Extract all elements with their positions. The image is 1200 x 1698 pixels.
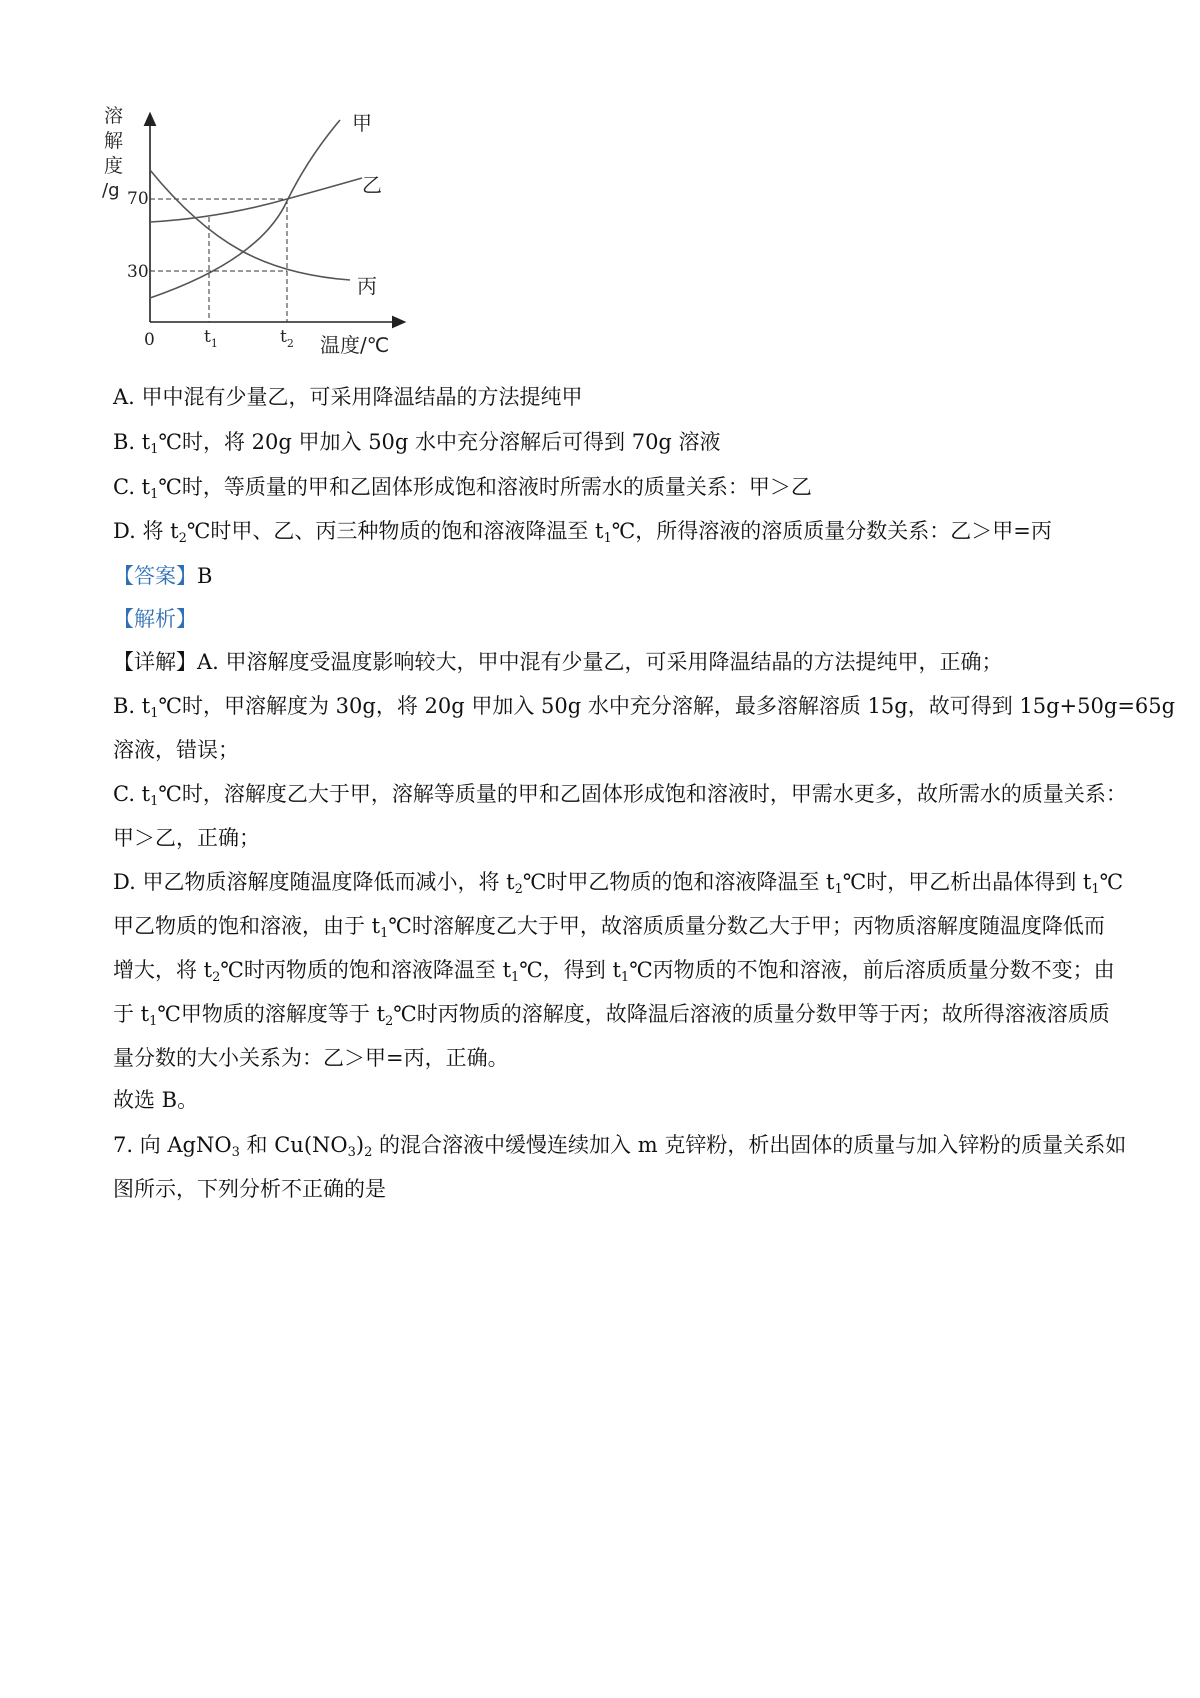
question7-line1: 7. 向 AgNO$_3$ 和 $Cu(NO_3)_2$ 的混合溶液中缓慢连续加入 m 克锌粉，析出固体的质量与加入锌粉的质量关系如: [113, 1133, 1127, 1160]
answer-line: [113, 562, 1103, 590]
x-tick-t1: $t_1$: [204, 327, 218, 350]
solubility-figure: [100, 100, 440, 400]
y-tick-70: 70: [127, 189, 149, 209]
detail-c-line2: 甲＞乙，正确；: [113, 826, 260, 850]
option-a: A. 甲中混有少量乙，可采用降温结晶的方法提纯甲: [113, 385, 583, 409]
y-tick-30: 30: [127, 262, 149, 282]
detail-a: 【详解】A. 甲溶解度受温度影响较大，甲中混有少量乙，可采用降温结晶的方法提纯甲，正确；: [113, 650, 1003, 674]
analysis-tag: 【解析】: [113, 607, 197, 631]
y-label-1: 溶: [104, 105, 124, 127]
option-c: C. $t_1℃$时，等质量的甲和乙固体形成饱和溶液时所需水的质量关系：甲＞乙: [113, 475, 812, 502]
label-yi: 乙: [362, 173, 382, 197]
curve-yi: [150, 178, 362, 222]
detail-d-line5: 量分数的大小关系为：乙＞甲=丙，正确。: [113, 1046, 509, 1070]
option-b: B. $t_1℃$时，将 20g 甲加入 50g 水中充分溶解后可得到 70g 溶液: [113, 430, 721, 457]
answer-value: B: [197, 564, 213, 588]
origin-label: 0: [144, 330, 155, 350]
y-label-3: 度: [104, 155, 124, 177]
detail-d-line1: D. 甲乙物质溶解度随温度降低而减小，将 $t_2℃$时甲乙物质的饱和溶液降温至 $t_1℃$时，甲乙析出晶体得到 $t_1℃$: [113, 870, 1124, 897]
answer-tag: 【答案】: [113, 564, 197, 588]
question7-line2: 图所示，下列分析不正确的是: [113, 1177, 386, 1201]
detail-b-line2: 溶液，错误；: [113, 738, 239, 762]
x-axis-label: 温度/℃: [320, 333, 390, 357]
solubility-graph: [100, 100, 440, 400]
detail-c-line1: C. $t_1℃$时，溶解度乙大于甲，溶解等质量的甲和乙固体形成饱和溶液时，甲需水更多，故所需水的质量关系：: [113, 782, 1127, 809]
y-label-2: 解: [104, 130, 124, 152]
detail-conclusion: 故选 B。: [113, 1088, 199, 1112]
detail-b-line1: B. $t_1℃$时，甲溶解度为 30g，将 20g 甲加入 50g 水中充分溶解，最多溶解溶质 15g，故可得到 15g+50g=65g: [113, 694, 1176, 721]
detail-d-line4: 于 $t_1℃$甲物质的溶解度等于 $t_2℃$时丙物质的溶解度，故降温后溶液的质量分数甲等于丙；故所得溶液溶质质: [113, 1002, 1110, 1029]
x-tick-t2: $t_2$: [280, 327, 294, 350]
detail-d-line2: 甲乙物质的饱和溶液，由于 $t_1℃$时溶解度乙大于甲，故溶质质量分数乙大于甲；丙物质溶解度随温度降低而: [113, 914, 1105, 941]
label-jia: 甲: [352, 111, 372, 135]
curve-bing: [150, 170, 350, 280]
y-label-4: /g: [102, 180, 120, 201]
label-bing: 丙: [357, 274, 377, 298]
option-d: D. 将 $t_2℃$时甲、乙、丙三种物质的饱和溶液降温至 $t_1℃$，所得溶液的溶质质量分数关系：乙＞甲=丙: [113, 519, 1052, 546]
detail-d-line3: 增大，将 $t_2℃$时丙物质的饱和溶液降温至 $t_1℃$，得到 $t_1℃$丙物质的不饱和溶液，前后溶质质量分数不变；由: [113, 958, 1115, 985]
